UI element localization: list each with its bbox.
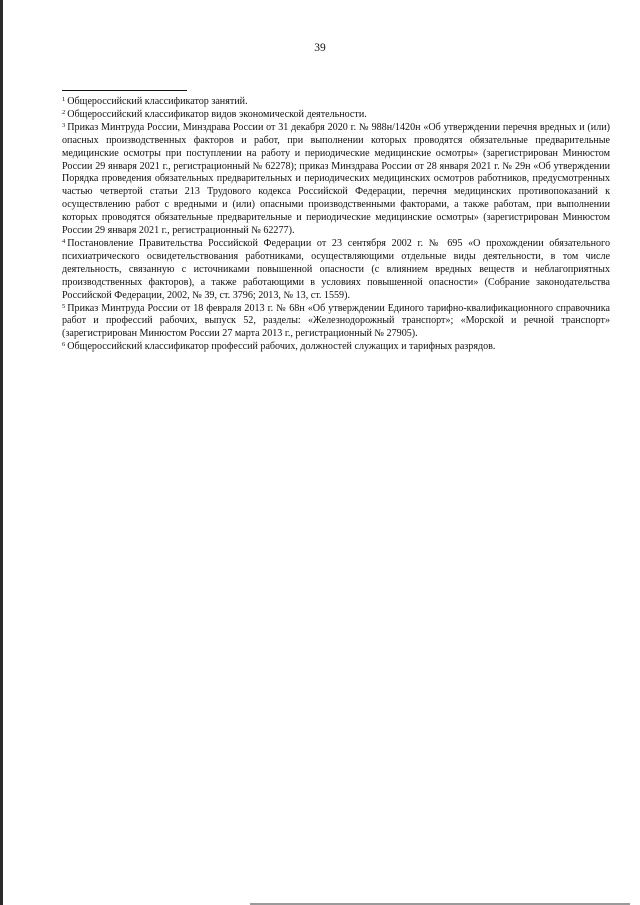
footnote-5	[62, 303, 610, 342]
footnote-1	[62, 96, 610, 109]
footnote-text: Общероссийский классификатор занятий.	[67, 96, 248, 107]
footnote-text: Общероссийский классификатор видов экономической деятельности.	[67, 108, 367, 120]
footnote-text: Постановление Правительства Российской Федерации от 23 сентября 2002 г. № 695 «О прохождении обязательного психиатрического освидетельствования работниками, осуществляющими отдельные виды деятельности, в том числе деятельность, связанную с источниками повышенной опасности (с влиянием вредных веществ и неблагоприятных производственных факторов), а также работающими в условиях повышенной опасности» (Собрание законодательства Российской Федерации, 2002, № 39, ст. 3796; 2013, № 13, ст. 1559).	[62, 237, 610, 301]
footnote-marker: 2	[62, 108, 66, 116]
footnote-marker: 4	[62, 237, 66, 245]
footnote-marker: 1	[62, 96, 66, 103]
footnote-6	[62, 341, 610, 354]
footnote-separator	[62, 90, 187, 91]
footnote-3	[62, 122, 610, 238]
footnote-text: Приказ Минтруда России от 18 февраля 2013 г. № 68н «Об утверждении Единого тарифно-квалификационного справочника работ и профессий рабочих, выпуск 52, разделы: «Железнодорожный транспорт»; «Морской и речной транспорт» (зарегистрирован Минюстом России 27 марта 2013 г., регистрационный № 27905).	[62, 302, 610, 340]
footnote-text: Общероссийский классификатор профессий рабочих, должностей служащих и тарифных разрядов.	[67, 341, 496, 353]
footnote-4	[62, 238, 610, 303]
footnote-marker: 5	[62, 302, 66, 310]
footnote-marker: 6	[62, 341, 66, 349]
footnotes-section	[62, 96, 610, 354]
page-number: 39	[314, 42, 326, 54]
scan-left-edge	[0, 0, 3, 905]
footnote-text: Приказ Минтруда России, Минздрава России от 31 декабря 2020 г. № 988н/1420н «Об утверждении перечня вредных и (или) опасных производственных факторов и работ, при выполнении которых проводятся обязательные предварительные медицинские осмотры при поступлении на работу и периодические медицинские осмотры» (зарегистрирован Минюстом России 29 января 2021 г., регистрационный № 62278); приказ Минздрава России от 28 января 2021 г. № 29н «Об утверждении Порядка проведения обязательных предварительных и периодических медицинских осмотров работников, предусмотренных частью четвертой статьи 213 Трудового кодекса Российской Федерации, перечня медицинских противопоказаний к осуществлению работ с вредными и (или) опасными производственными факторами, а также работам, при выполнении которых проводятся обязательные предварительные и периодические медицинские осмотры» (зарегистрирован Минюстом России 29 января 2021 г., регистрационный № 62277).	[62, 121, 610, 237]
footnote-marker: 3	[62, 121, 66, 129]
footnote-2	[62, 109, 610, 122]
